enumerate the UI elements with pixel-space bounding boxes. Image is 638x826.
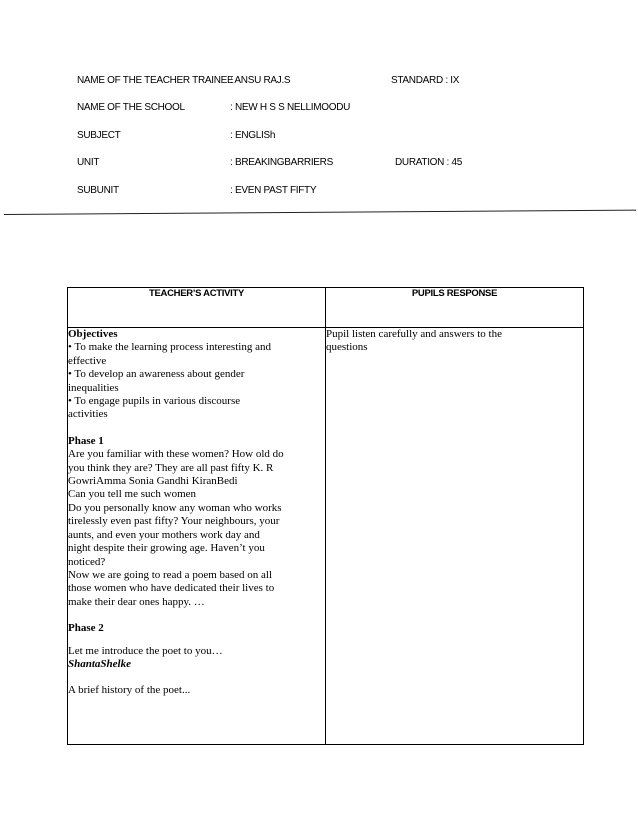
subunit-value: : EVEN PAST FIFTY — [230, 185, 317, 196]
subject-value: : ENGLISh — [230, 130, 276, 141]
header-divider — [4, 210, 636, 215]
trainee-value: : ANSU RAJ.S — [230, 75, 291, 86]
phase1-line: night despite their growing age. Haven’t you — [68, 542, 265, 555]
phase1-line: GowriAmma Sonia Gandhi KiranBedi — [68, 475, 238, 488]
response-line: Pupil listen carefully and answers to the — [326, 328, 502, 340]
unit-label: UNIT — [77, 157, 100, 168]
objective-line: • To engage pupils in various discourse — [68, 395, 241, 408]
table-header-row — [68, 288, 584, 328]
phase1-line: Do you personally know any woman who works — [68, 501, 282, 514]
standard-text: STANDARD : IX — [391, 75, 460, 86]
phase1-title: Phase 1 — [68, 434, 104, 447]
unit-value: : BREAKINGBARRIERS — [230, 157, 333, 168]
phase1-line: tirelessly even past fifty? Your neighbours, your — [68, 515, 280, 528]
subunit-label: SUBUNIT — [77, 185, 119, 196]
table-row — [68, 328, 584, 745]
teacher-activity-header: TEACHER’S ACTIVITY — [68, 288, 326, 328]
phase1-line: make their dear ones happy. … — [68, 595, 205, 608]
lesson-plan-table — [67, 287, 584, 745]
phase1-line: aunts, and even your mothers work day and — [68, 528, 260, 541]
objective-line: • To make the learning process interesting and — [68, 341, 271, 354]
pupils-response-header: PUPILS RESPONSE — [326, 288, 584, 328]
phase2-intro: Let me introduce the poet to you… — [68, 644, 223, 657]
objectives-title: Objectives — [68, 328, 118, 340]
objective-line: effective — [68, 354, 107, 367]
poet-name: ShantaShelke — [68, 657, 131, 670]
phase1-line: Can you tell me such women — [68, 488, 197, 501]
school-value: : NEW H S S NELLIMOODU — [230, 102, 351, 113]
duration-text: DURATION : 45 — [395, 157, 463, 168]
history-line: A brief history of the poet... — [68, 684, 191, 697]
phase1-line: Are you familiar with these women? How old do — [68, 448, 284, 461]
phase1-line: Now we are going to read a poem based on all — [68, 568, 273, 581]
objective-line: • To develop an awareness about gender — [68, 368, 245, 381]
phase2-title: Phase 2 — [68, 622, 104, 635]
response-line: questions — [326, 341, 368, 354]
trainee-label: NAME OF THE TEACHER TRAINEE — [77, 75, 234, 86]
phase1-line: noticed? — [68, 555, 106, 568]
pupils-response-cell — [326, 328, 584, 745]
objective-line: inequalities — [68, 381, 119, 394]
phase1-line: you think they are? They are all past fifty K. R — [68, 461, 274, 474]
subject-label: SUBJECT — [77, 130, 121, 141]
phase1-line: those women who have dedicated their lives to — [68, 582, 275, 595]
teacher-activity-cell — [68, 328, 326, 745]
objective-line: activities — [68, 408, 108, 421]
school-label: NAME OF THE SCHOOL — [77, 102, 185, 113]
